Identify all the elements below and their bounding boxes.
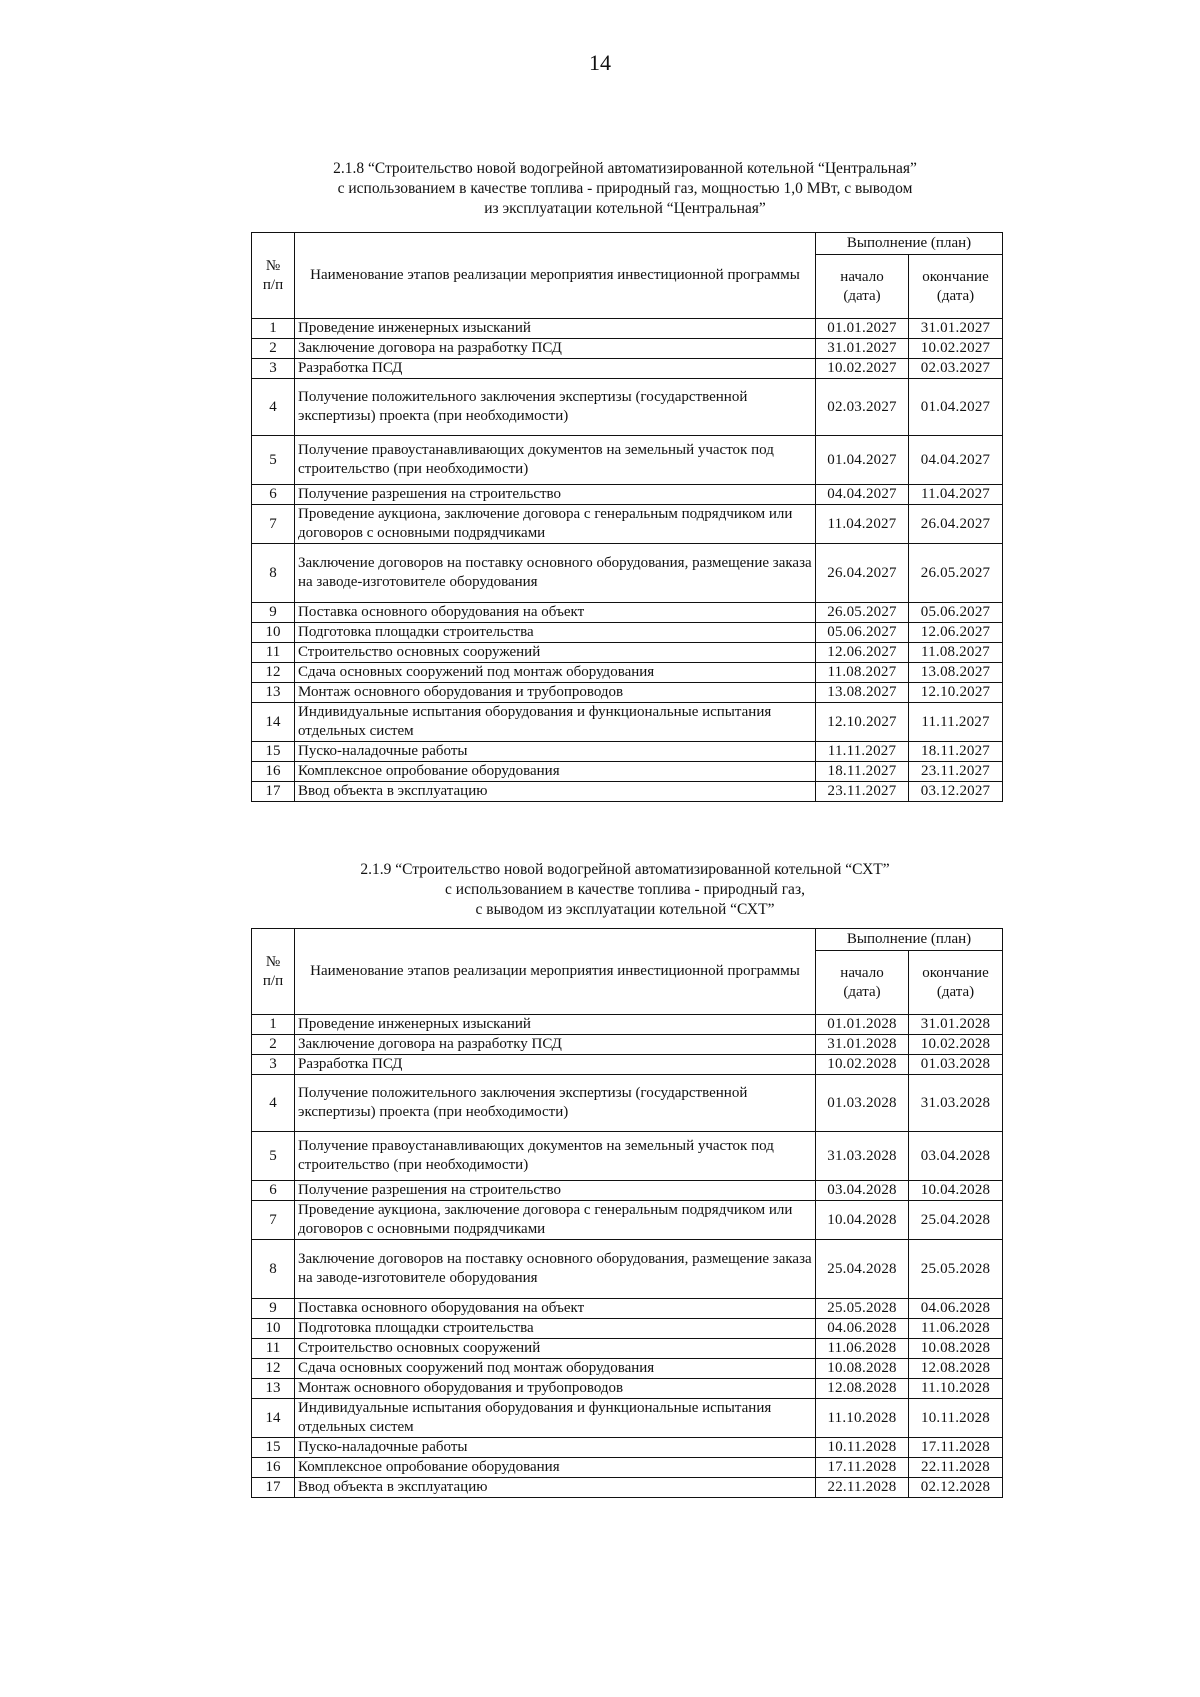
row-number: 17	[252, 1478, 295, 1498]
end-date: 01.04.2027	[909, 379, 1003, 436]
section-title-line: с выводом из эксплуатации котельной “СХТ”	[475, 901, 775, 918]
header-execution: Выполнение (план)	[816, 929, 1003, 951]
table-row	[252, 1055, 1003, 1075]
end-date: 31.01.2027	[909, 319, 1003, 339]
end-date: 22.11.2028	[909, 1458, 1003, 1478]
start-date: 10.02.2027	[816, 359, 909, 379]
stage-name: Подготовка площадки строительства	[295, 1319, 816, 1339]
table-body	[252, 1015, 1003, 1498]
row-number: 16	[252, 762, 295, 782]
row-number: 7	[252, 505, 295, 544]
section-title-line: 2.1.9 “Строительство новой водогрейной автоматизированной котельной “СХТ”	[360, 861, 890, 878]
stage-name: Поставка основного оборудования на объект	[295, 1299, 816, 1319]
header-execution: Выполнение (план)	[816, 233, 1003, 255]
end-date: 01.03.2028	[909, 1055, 1003, 1075]
stage-name: Получение разрешения на строительство	[295, 485, 816, 505]
stage-name: Проведение аукциона, заключение договора с генеральным подрядчиком или договоров с основными подрядчиками	[295, 1201, 816, 1240]
table-row	[252, 623, 1003, 643]
header-num: № п/п	[252, 929, 295, 1015]
stage-name: Ввод объекта в эксплуатацию	[295, 1478, 816, 1498]
end-date: 11.04.2027	[909, 485, 1003, 505]
start-date: 25.04.2028	[816, 1240, 909, 1299]
schedule-table-2-1-8	[251, 232, 1003, 802]
start-date: 04.04.2027	[816, 485, 909, 505]
stage-name: Получение положительного заключения экспертизы (государственной экспертизы) проекта (при необходимости)	[295, 1075, 816, 1132]
end-date: 11.11.2027	[909, 703, 1003, 742]
end-date: 04.06.2028	[909, 1299, 1003, 1319]
end-date: 02.03.2027	[909, 359, 1003, 379]
stage-name: Проведение инженерных изысканий	[295, 1015, 816, 1035]
start-date: 12.10.2027	[816, 703, 909, 742]
row-number: 9	[252, 1299, 295, 1319]
table-row	[252, 663, 1003, 683]
stage-name: Проведение аукциона, заключение договора с генеральным подрядчиком или договоров с основными подрядчиками	[295, 505, 816, 544]
section-title-line: 2.1.8 “Строительство новой водогрейной автоматизированной котельной “Центральная”	[333, 160, 917, 177]
start-date: 11.11.2027	[816, 742, 909, 762]
row-number: 1	[252, 1015, 295, 1035]
stage-name: Получение разрешения на строительство	[295, 1181, 816, 1201]
table-row	[252, 1201, 1003, 1240]
table-row	[252, 1458, 1003, 1478]
row-number: 12	[252, 1359, 295, 1379]
row-number: 16	[252, 1458, 295, 1478]
header-stage-name: Наименование этапов реализации мероприятия инвестиционной программы	[295, 929, 816, 1015]
stage-name: Заключение договора на разработку ПСД	[295, 339, 816, 359]
start-date: 25.05.2028	[816, 1299, 909, 1319]
end-date: 10.11.2028	[909, 1399, 1003, 1438]
table-row	[252, 1438, 1003, 1458]
start-date: 18.11.2027	[816, 762, 909, 782]
table-row	[252, 762, 1003, 782]
header-end-date: окончание (дата)	[909, 255, 1003, 319]
stage-name: Заключение договоров на поставку основного оборудования, размещение заказа на заводе-изготовителе оборудования	[295, 544, 816, 603]
stage-name: Заключение договоров на поставку основного оборудования, размещение заказа на заводе-изготовителе оборудования	[295, 1240, 816, 1299]
table-row	[252, 1299, 1003, 1319]
start-date: 04.06.2028	[816, 1319, 909, 1339]
table-row	[252, 1035, 1003, 1055]
row-number: 2	[252, 339, 295, 359]
start-date: 01.04.2027	[816, 436, 909, 485]
end-date: 11.08.2027	[909, 643, 1003, 663]
table-row	[252, 603, 1003, 623]
end-date: 11.10.2028	[909, 1379, 1003, 1399]
end-date: 31.03.2028	[909, 1075, 1003, 1132]
row-number: 2	[252, 1035, 295, 1055]
stage-name: Монтаж основного оборудования и трубопроводов	[295, 1379, 816, 1399]
section-title-2-1-9	[250, 860, 1000, 920]
start-date: 11.06.2028	[816, 1339, 909, 1359]
end-date: 18.11.2027	[909, 742, 1003, 762]
stage-name: Сдача основных сооружений под монтаж оборудования	[295, 1359, 816, 1379]
end-date: 05.06.2027	[909, 603, 1003, 623]
end-date: 10.04.2028	[909, 1181, 1003, 1201]
stage-name: Пуско-наладочные работы	[295, 742, 816, 762]
row-number: 15	[252, 742, 295, 762]
end-date: 26.04.2027	[909, 505, 1003, 544]
stage-name: Разработка ПСД	[295, 1055, 816, 1075]
row-number: 14	[252, 703, 295, 742]
table-row	[252, 1240, 1003, 1299]
end-date: 10.02.2028	[909, 1035, 1003, 1055]
row-number: 8	[252, 1240, 295, 1299]
row-number: 9	[252, 603, 295, 623]
start-date: 10.08.2028	[816, 1359, 909, 1379]
section-title-line: с использованием в качестве топлива - природный газ, мощностью 1,0 МВт, с выводом	[337, 180, 913, 197]
end-date: 12.06.2027	[909, 623, 1003, 643]
end-date: 02.12.2028	[909, 1478, 1003, 1498]
row-number: 17	[252, 782, 295, 802]
table-row	[252, 1359, 1003, 1379]
stage-name: Комплексное опробование оборудования	[295, 762, 816, 782]
table-row	[252, 703, 1003, 742]
row-number: 11	[252, 1339, 295, 1359]
table-body	[252, 319, 1003, 802]
start-date: 12.06.2027	[816, 643, 909, 663]
start-date: 22.11.2028	[816, 1478, 909, 1498]
end-date: 31.01.2028	[909, 1015, 1003, 1035]
table-row	[252, 1399, 1003, 1438]
header-end-date: окончание (дата)	[909, 951, 1003, 1015]
table-row	[252, 359, 1003, 379]
stage-name: Проведение инженерных изысканий	[295, 319, 816, 339]
start-date: 11.10.2028	[816, 1399, 909, 1438]
section-title-line: с использованием в качестве топлива - природный газ,	[445, 881, 805, 898]
start-date: 02.03.2027	[816, 379, 909, 436]
table-row	[252, 1132, 1003, 1181]
page-number: 14	[589, 50, 611, 75]
section-title-line: из эксплуатации котельной “Центральная”	[484, 200, 766, 217]
start-date: 26.05.2027	[816, 603, 909, 623]
start-date: 10.02.2028	[816, 1055, 909, 1075]
row-number: 5	[252, 436, 295, 485]
table-row	[252, 683, 1003, 703]
table-row	[252, 643, 1003, 663]
header-start-date: начало (дата)	[816, 255, 909, 319]
table-row	[252, 782, 1003, 802]
table-row	[252, 742, 1003, 762]
table-row	[252, 1181, 1003, 1201]
stage-name: Сдача основных сооружений под монтаж оборудования	[295, 663, 816, 683]
start-date: 26.04.2027	[816, 544, 909, 603]
start-date: 11.04.2027	[816, 505, 909, 544]
end-date: 10.08.2028	[909, 1339, 1003, 1359]
end-date: 03.04.2028	[909, 1132, 1003, 1181]
row-number: 15	[252, 1438, 295, 1458]
row-number: 3	[252, 359, 295, 379]
stage-name: Получение положительного заключения экспертизы (государственной экспертизы) проекта (при необходимости)	[295, 379, 816, 436]
start-date: 10.04.2028	[816, 1201, 909, 1240]
end-date: 25.04.2028	[909, 1201, 1003, 1240]
row-number: 6	[252, 485, 295, 505]
row-number: 1	[252, 319, 295, 339]
row-number: 10	[252, 623, 295, 643]
row-number: 3	[252, 1055, 295, 1075]
end-date: 17.11.2028	[909, 1438, 1003, 1458]
row-number: 4	[252, 1075, 295, 1132]
table-row	[252, 379, 1003, 436]
start-date: 01.01.2028	[816, 1015, 909, 1035]
stage-name: Подготовка площадки строительства	[295, 623, 816, 643]
end-date: 13.08.2027	[909, 663, 1003, 683]
table-row	[252, 505, 1003, 544]
row-number: 8	[252, 544, 295, 603]
section-title-2-1-8	[250, 159, 1000, 219]
end-date: 10.02.2027	[909, 339, 1003, 359]
stage-name: Поставка основного оборудования на объект	[295, 603, 816, 623]
header-start-date: начало (дата)	[816, 951, 909, 1015]
header-stage-name: Наименование этапов реализации мероприятия инвестиционной программы	[295, 233, 816, 319]
row-number: 12	[252, 663, 295, 683]
start-date: 01.03.2028	[816, 1075, 909, 1132]
end-date: 12.08.2028	[909, 1359, 1003, 1379]
end-date: 03.12.2027	[909, 782, 1003, 802]
stage-name: Строительство основных сооружений	[295, 643, 816, 663]
end-date: 11.06.2028	[909, 1319, 1003, 1339]
schedule-table-2-1-9	[251, 928, 1003, 1498]
stage-name: Получение правоустанавливающих документов на земельный участок под строительство (при необходимости)	[295, 436, 816, 485]
start-date: 31.01.2028	[816, 1035, 909, 1055]
stage-name: Пуско-наладочные работы	[295, 1438, 816, 1458]
row-number: 13	[252, 1379, 295, 1399]
start-date: 03.04.2028	[816, 1181, 909, 1201]
row-number: 13	[252, 683, 295, 703]
stage-name: Индивидуальные испытания оборудования и функциональные испытания отдельных систем	[295, 1399, 816, 1438]
table-row	[252, 1075, 1003, 1132]
start-date: 11.08.2027	[816, 663, 909, 683]
stage-name: Монтаж основного оборудования и трубопроводов	[295, 683, 816, 703]
stage-name: Комплексное опробование оборудования	[295, 1458, 816, 1478]
table-row	[252, 319, 1003, 339]
stage-name: Получение правоустанавливающих документов на земельный участок под строительство (при необходимости)	[295, 1132, 816, 1181]
row-number: 6	[252, 1181, 295, 1201]
table-row	[252, 485, 1003, 505]
start-date: 01.01.2027	[816, 319, 909, 339]
start-date: 13.08.2027	[816, 683, 909, 703]
end-date: 26.05.2027	[909, 544, 1003, 603]
table-row	[252, 544, 1003, 603]
table-row	[252, 1319, 1003, 1339]
start-date: 23.11.2027	[816, 782, 909, 802]
table-row	[252, 1015, 1003, 1035]
header-num: № п/п	[252, 233, 295, 319]
stage-name: Заключение договора на разработку ПСД	[295, 1035, 816, 1055]
row-number: 10	[252, 1319, 295, 1339]
start-date: 05.06.2027	[816, 623, 909, 643]
stage-name: Разработка ПСД	[295, 359, 816, 379]
end-date: 25.05.2028	[909, 1240, 1003, 1299]
table-row	[252, 436, 1003, 485]
start-date: 31.03.2028	[816, 1132, 909, 1181]
table-row	[252, 1478, 1003, 1498]
end-date: 04.04.2027	[909, 436, 1003, 485]
row-number: 14	[252, 1399, 295, 1438]
start-date: 10.11.2028	[816, 1438, 909, 1458]
table-row	[252, 1339, 1003, 1359]
start-date: 17.11.2028	[816, 1458, 909, 1478]
table-row	[252, 339, 1003, 359]
stage-name: Ввод объекта в эксплуатацию	[295, 782, 816, 802]
end-date: 23.11.2027	[909, 762, 1003, 782]
stage-name: Строительство основных сооружений	[295, 1339, 816, 1359]
start-date: 12.08.2028	[816, 1379, 909, 1399]
row-number: 4	[252, 379, 295, 436]
end-date: 12.10.2027	[909, 683, 1003, 703]
row-number: 7	[252, 1201, 295, 1240]
stage-name: Индивидуальные испытания оборудования и функциональные испытания отдельных систем	[295, 703, 816, 742]
start-date: 31.01.2027	[816, 339, 909, 359]
table-row	[252, 1379, 1003, 1399]
row-number: 11	[252, 643, 295, 663]
row-number: 5	[252, 1132, 295, 1181]
